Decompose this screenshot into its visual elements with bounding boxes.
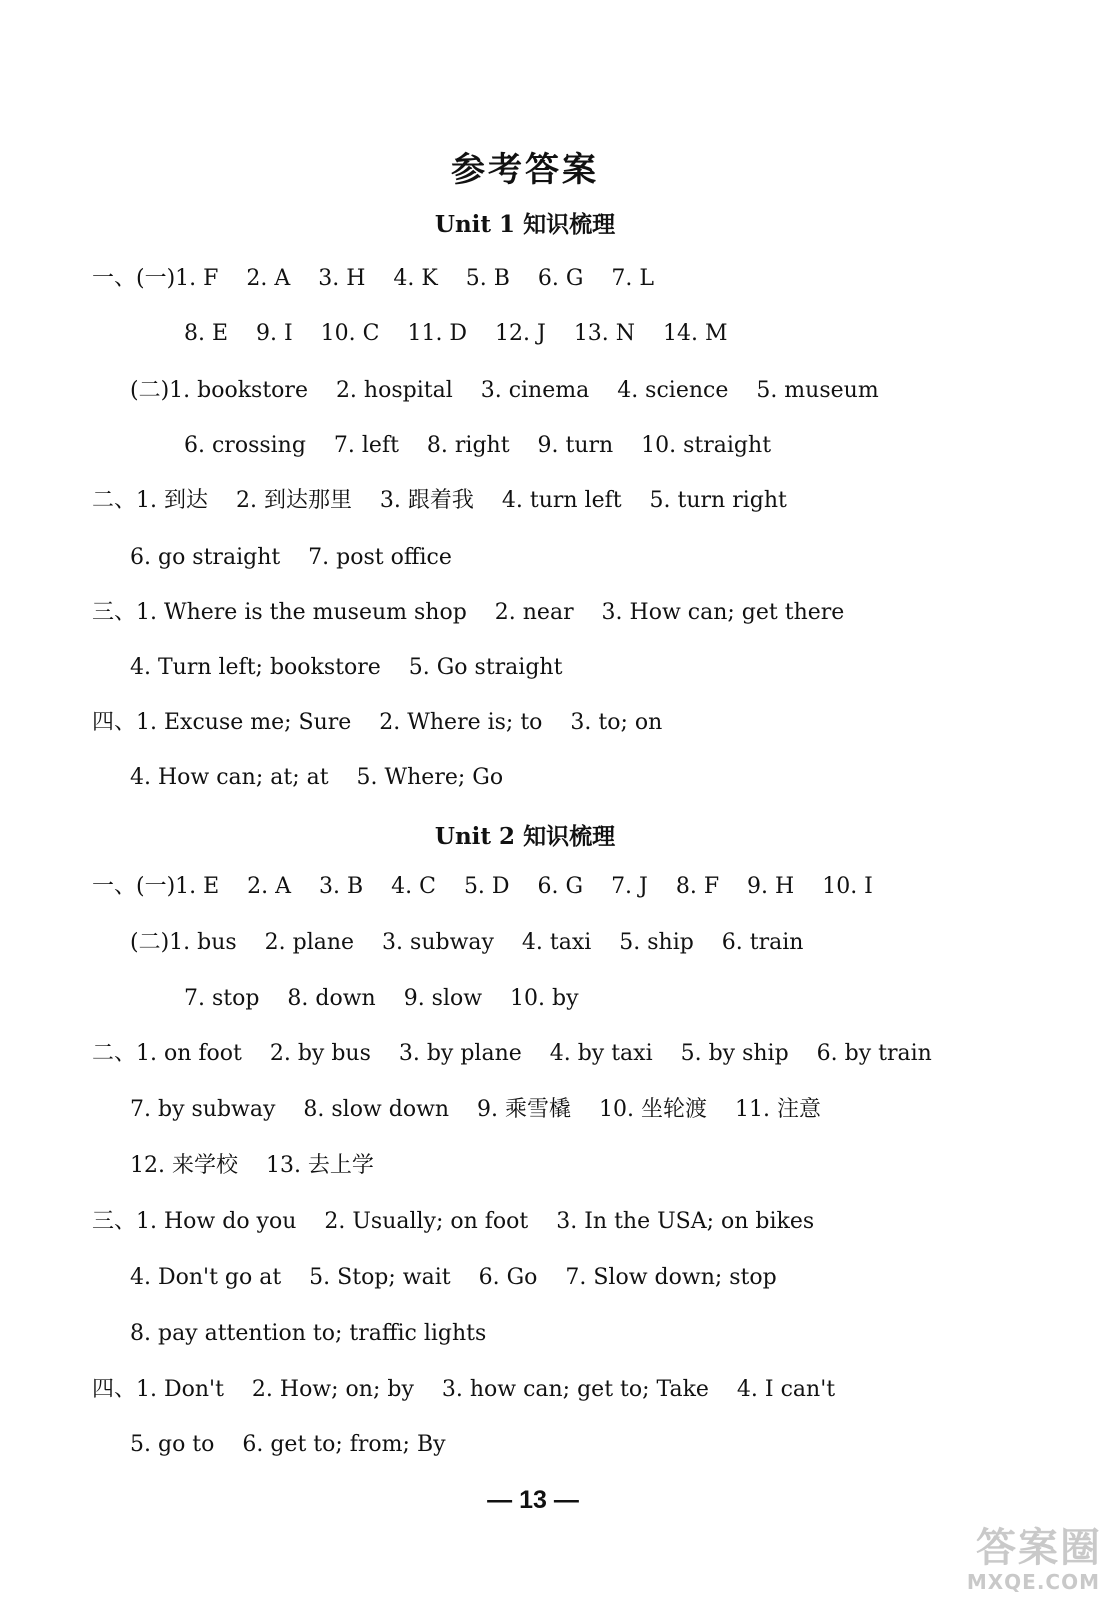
answer-line: 5. go to 6. get to; from; By bbox=[130, 1432, 446, 1457]
answer-line: 四、1. Don't 2. How; on; by 3. how can; get to; Take 4. I can't bbox=[92, 1377, 836, 1402]
answer-line: 二、1. 到达 2. 到达那里 3. 跟着我 4. turn left 5. turn right bbox=[92, 488, 787, 513]
answer-line: 二、1. on foot 2. by bus 3. by plane 4. by taxi 5. by ship 6. by train bbox=[92, 1041, 932, 1066]
watermark-bottom-text: MXQE.COM bbox=[966, 1570, 1100, 1594]
answer-line: 一、(一)1. E 2. A 3. B 4. C 5. D 6. G 7. J 8. F 9. H 10. I bbox=[92, 874, 873, 899]
answer-line: 四、1. Excuse me; Sure 2. Where is; to 3. to; on bbox=[92, 710, 663, 735]
answer-line: 7. by subway 8. slow down 9. 乘雪橇 10. 坐轮渡 11. 注意 bbox=[130, 1097, 821, 1122]
page-number: — 13 — bbox=[487, 1486, 579, 1514]
answer-line: 4. Don't go at 5. Stop; wait 6. Go 7. Slow down; stop bbox=[130, 1265, 777, 1290]
answer-line: 4. How can; at; at 5. Where; Go bbox=[130, 765, 504, 790]
unit-1-heading: Unit 1 知识梳理 bbox=[434, 211, 616, 238]
answer-line: 6. crossing 7. left 8. right 9. turn 10. straight bbox=[184, 433, 772, 458]
answer-line: 三、1. Where is the museum shop 2. near 3. How can; get there bbox=[92, 600, 845, 625]
watermark-logo bbox=[906, 1516, 1106, 1594]
page-title: 参考答案 bbox=[451, 150, 599, 190]
watermark-top-text: 答案圈 bbox=[976, 1525, 1102, 1571]
answer-line: 三、1. How do you 2. Usually; on foot 3. In the USA; on bikes bbox=[92, 1209, 815, 1234]
answer-line: (二)1. bus 2. plane 3. subway 4. taxi 5. ship 6. train bbox=[130, 930, 804, 955]
unit-2-heading: Unit 2 知识梳理 bbox=[434, 823, 616, 850]
answer-line: 8. pay attention to; traffic lights bbox=[130, 1321, 487, 1346]
answer-line: 6. go straight 7. post office bbox=[130, 545, 452, 570]
answer-line: 4. Turn left; bookstore 5. Go straight bbox=[130, 655, 563, 680]
answer-line: 7. stop 8. down 9. slow 10. by bbox=[184, 986, 579, 1011]
answer-line: 一、(一)1. F 2. A 3. H 4. K 5. B 6. G 7. L bbox=[92, 266, 655, 291]
answer-line: 8. E 9. I 10. C 11. D 12. J 13. N 14. M bbox=[184, 321, 728, 346]
answer-line: 12. 来学校 13. 去上学 bbox=[130, 1153, 374, 1178]
answer-line: (二)1. bookstore 2. hospital 3. cinema 4. science 5. museum bbox=[130, 378, 879, 403]
